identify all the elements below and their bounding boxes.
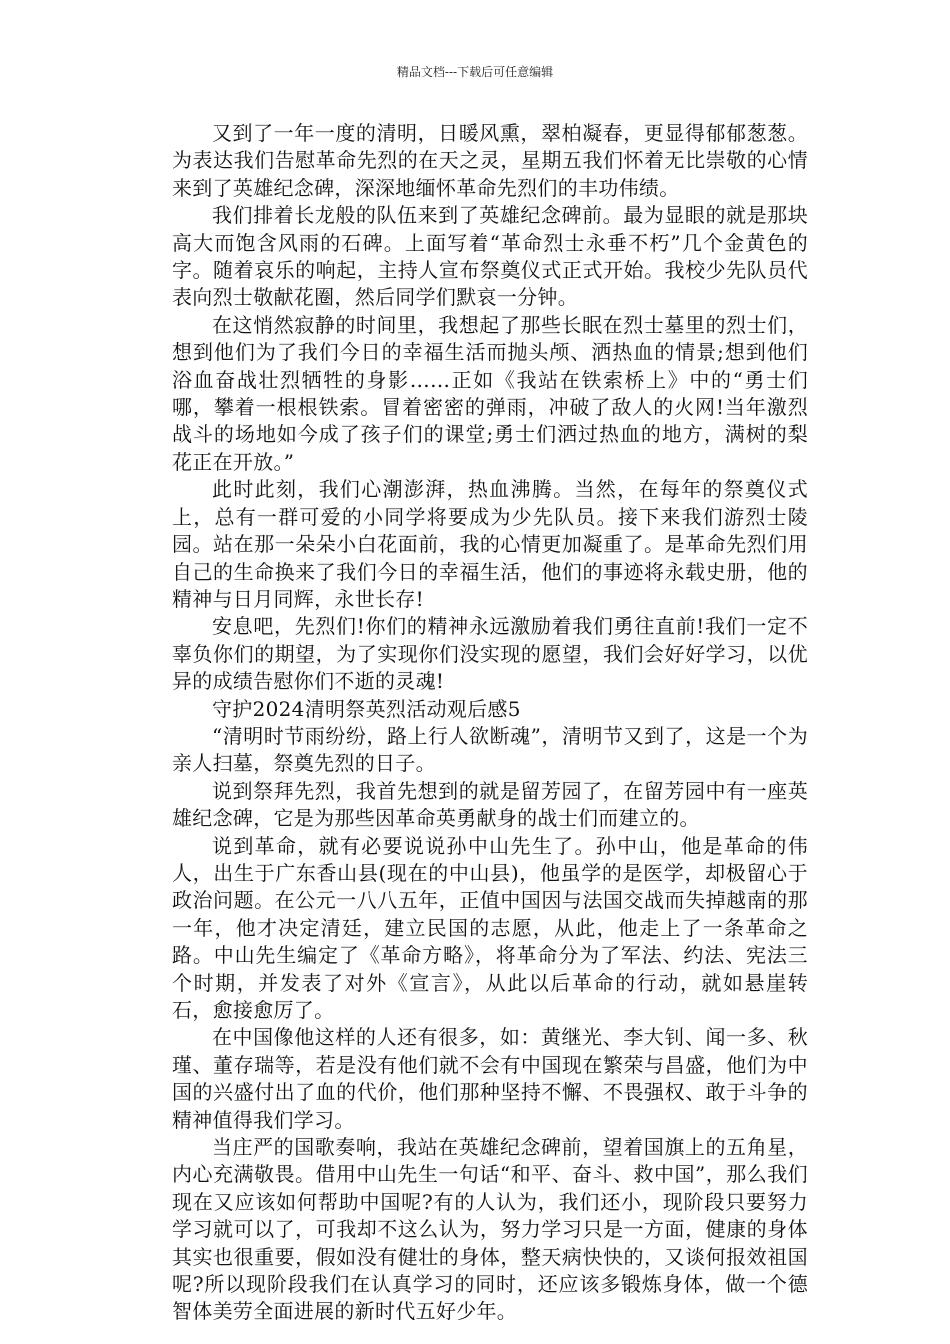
- paragraph-8: 说到革命，就有必要说说孙中山先生了。孙中山，他是革命的伟人，出生于广东香山县(现在的中山县)，他虽学的是医学，却极留心于政治问题。在公元一八八五年，正值中国因与法国交战而失掉越南的那一年，他才决定清廷，建立民国的志愿，从此，他走上了一条革命之路。中山先生编定了《革命方略》，将革命分为了军法、约法、宪法三个时期，并发表了对外《宣言》，从此以后革命的行动，就如悬崖转石，愈接愈厉了。: [172, 833, 808, 1022]
- paragraph-6: “清明时节雨纷纷，路上行人欲断魂”，清明节又到了，这是一个为亲人扫墓，祭奠先烈的日子。: [172, 723, 808, 776]
- document-body: [172, 120, 808, 1326]
- section-title: 守护2024清明祭英烈活动观后感5: [212, 696, 521, 721]
- paragraph-1: 又到了一年一度的清明，日暖风熏，翠柏凝春，更显得郁郁葱葱。为表达我们告慰革命先烈的在天之灵，星期五我们怀着无比崇敬的心情来到了英雄纪念碑，深深地缅怀革命先烈们的丰功伟绩。: [172, 121, 808, 200]
- paragraph-4: 此时此刻，我们心潮澎湃，热血沸腾。当然，在每年的祭奠仪式上，总有一群可爱的小同学将要成为少先队员。接下来我们游烈士陵园。站在那一朵朵小白花面前，我的心情更加凝重了。是革命先烈们用自己的生命换来了我们今日的幸福生活，他们的事迹将永载史册，他的精神与日月同辉，永世长存!: [172, 477, 808, 611]
- paragraph-2: 我们排着长龙般的队伍来到了英雄纪念碑前。最为显眼的就是那块高大而饱含风雨的石碑。上面写着“革命烈士永垂不朽”几个金黄色的字。随着哀乐的响起，主持人宣布祭奠仪式正式开始。我校少先队员代表向烈士敬献花圈，然后同学们默哀一分钟。: [172, 203, 808, 310]
- paragraph-10: 当庄严的国歌奏响，我站在英雄纪念碑前，望着国旗上的五角星，内心充满敬畏。借用中山先生一句话“和平、奋斗、救中国”，那么我们现在又应该如何帮助中国呢?有的人认为，我们还小，现阶段只要努力学习就可以了，可我却不这么认为，努力学习只是一方面，健康的身体其实也很重要，假如没有健壮的身体，整天病快快的，又谈何报效祖国呢?所以现阶段我们在认真学习的同时，还应该多锻炼身体，做一个德智体美劳全面进展的新时代五好少年。: [172, 1135, 808, 1324]
- paragraph-3: 在这悄然寂静的时间里，我想起了那些长眠在烈士墓里的烈士们，想到他们为了我们今日的幸福生活而抛头颅、洒热血的情景;想到他们浴血奋战壮烈牺牲的身影……正如《我站在铁索桥上》中的“勇士们哪，攀着一根根铁索。冒着密密的弹雨，冲破了敌人的火网!当年激烈战斗的场地如今成了孩子们的课堂;勇士们洒过热血的地方，满树的梨花正在开放。”: [172, 312, 808, 474]
- paragraph-9: 在中国像他这样的人还有很多，如：黄继光、李大钊、闻一多、秋瑾、董存瑞等，若是没有他们就不会有中国现在繁荣与昌盛，他们为中国的兴盛付出了血的代价，他们那种坚持不懈、不畏强权、敢于斗争的精神值得我们学习。: [172, 1025, 808, 1132]
- paragraph-7: 说到祭拜先烈，我首先想到的就是留芳园了，在留芳园中有一座英雄纪念碑，它是为那些因革命英勇献身的战士们而建立的。: [172, 778, 808, 831]
- page-header: 精品文档---下载后可任意编辑: [396, 65, 554, 79]
- paragraph-5: 安息吧，先烈们!你们的精神永远激励着我们勇往直前!我们一定不辜负你们的期望，为了实现你们没实现的愿望，我们会好好学习，以优异的成绩告慰你们不逝的灵魂!: [172, 614, 808, 694]
